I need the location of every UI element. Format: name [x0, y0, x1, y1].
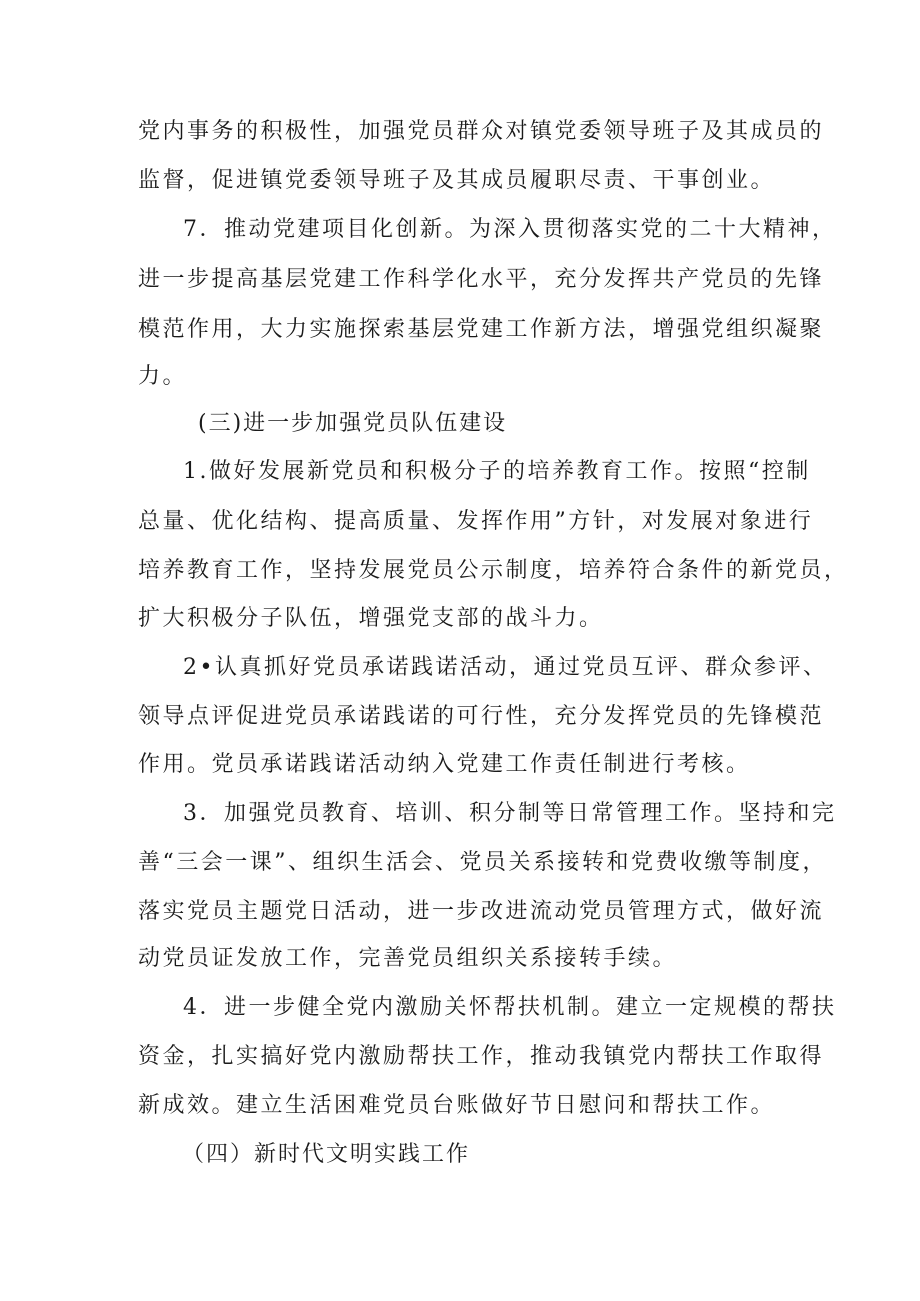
paragraph-line: 培养教育工作，坚持发展党员公示制度，培养符合条件的新党员， — [138, 558, 849, 583]
section-heading: （四）新时代文明实践工作 — [182, 1142, 471, 1167]
paragraph-line: 总量、优化结构、提高质量、发挥作用”方针，对发展对象进行 — [138, 509, 814, 534]
paragraph-line: 资金，扎实搞好党内激励帮扶工作，推动我镇党内帮扶工作取得 — [138, 1044, 825, 1069]
paragraph-line: 新成效。建立生活困难党员台账做好节日慰问和帮扶工作。 — [138, 1093, 776, 1118]
paragraph-line: 落实党员主题党日活动，进一步改进流动党员管理方式，做好流 — [138, 899, 825, 924]
paragraph-line: 3．加强党员教育、培训、积分制等日常管理工作。坚持和完 — [183, 801, 837, 826]
paragraph-line: 领导点评促进党员承诺践诺的可行性，充分发挥党员的先锋模范 — [138, 704, 825, 729]
paragraph-line: 4．进一步健全党内激励关怀帮扶机制。建立一定规模的帮扶 — [183, 995, 837, 1020]
paragraph-line: 党内事务的积极性，加强党员群众对镇党委领导班子及其成员的 — [138, 119, 825, 144]
paragraph-line: 2•认真抓好党员承诺践诺活动，通过党员互评、群众参评、 — [183, 655, 828, 680]
paragraph-line: 作用。党员承诺践诺活动纳入党建工作责任制进行考核。 — [138, 752, 751, 777]
section-heading: (三)进一步加强党员队伍建设 — [198, 411, 508, 436]
paragraph-line: 力。 — [138, 364, 188, 389]
paragraph-line: 进一步提高基层党建工作科学化水平，充分发挥共产党员的先锋 — [138, 267, 825, 292]
paragraph-line: 监督，促进镇党委领导班子及其成员履职尽责、干事创业。 — [138, 168, 776, 193]
paragraph-line: 扩大积极分子队伍，增强党支部的战斗力。 — [138, 606, 604, 631]
paragraph-line: 动党员证发放工作，完善党员组织关系接转手续。 — [138, 946, 678, 971]
paragraph-line: 模范作用，大力实施探索基层党建工作新方法，增强党组织凝聚 — [138, 317, 825, 342]
paragraph-line: 7．推动党建项目化创新。为深入贯彻落实党的二十大精神， — [183, 217, 837, 242]
paragraph-line: 1.做好发展新党员和积极分子的培养教育工作。按照“控制 — [183, 459, 811, 484]
paragraph-line: 善“三会一课”、组织生活会、党员关系接转和党费收缴等制度， — [138, 850, 827, 875]
